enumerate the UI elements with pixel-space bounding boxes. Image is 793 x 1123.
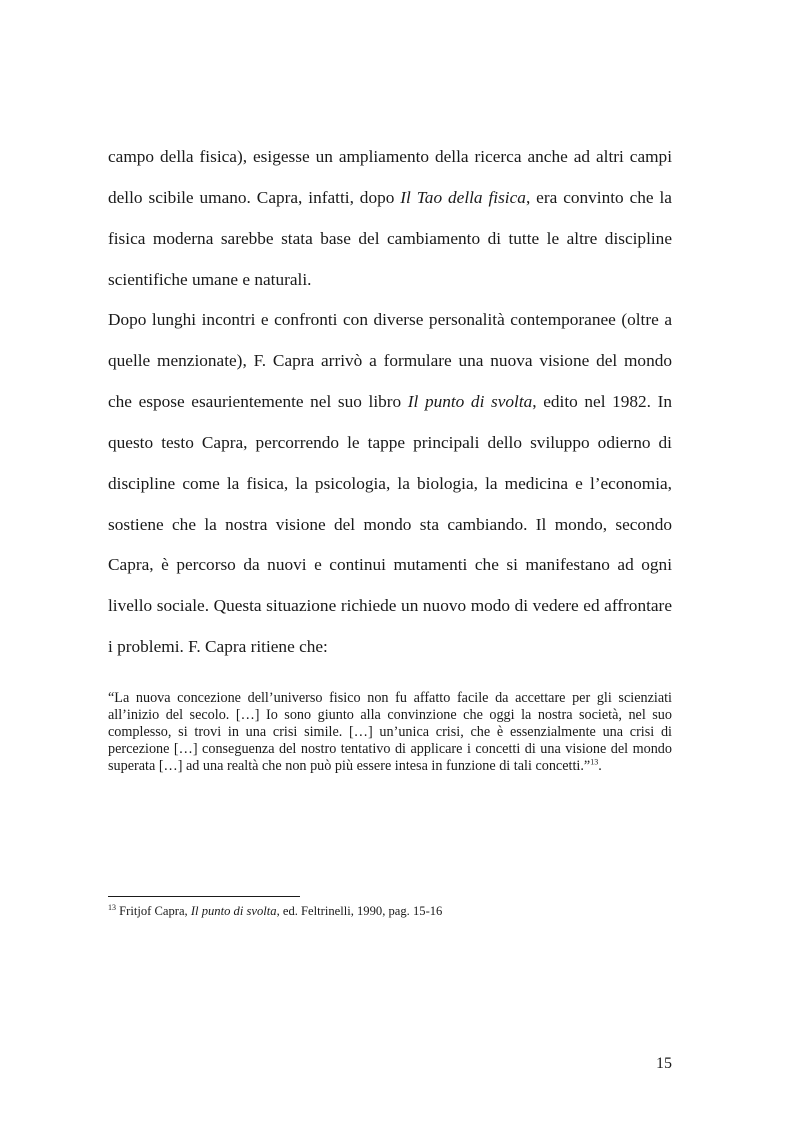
paragraph-2-text-end: , edito nel 1982. In questo testo Capra, percorrendo le tappe principali dello sviluppo odierno di discipline come la fisica, la psicologia, la biologia, la medicina e l’economia, sostiene che la nostra visione del mondo sta cambiando. Il mondo, secondo Capra, è percorso da nuovi e continui mutamenti che si manifestano ad ogni livello sociale. Questa situazione richiede un nuovo modo di vedere ed affrontare i problemi. F. Capra ritiene che: [108,391,673,657]
page-number: 15 [656,1055,672,1072]
paragraph-1-text-start: campo della fisica), esigesse un ampliamento della ricerca anche ad altri campi dello scibile umano. Capra, infatti, dopo [108,147,672,207]
footnote-reference[interactable]: 13 [590,757,599,767]
footnote-details: , ed. Feltrinelli, 1990, pag. 15-16 [276,904,443,918]
body-paragraph-2 [108,300,672,668]
quote-text: “La nuova concezione dell’universo fisico non fu affatto facile da accettare per gli scienziati all’inizio del secolo. […] Io sono giunto alla convinzione che oggi la nostra società, nel suo complesso, si trovi in una crisi simile. […] un’unica crisi, che è essenzialmente una crisi di percezione […] conseguenza del nostro tentativo di applicare i concetti di una visione del mondo superata […] ad una realtà che non può più essere intesa in funzione di tali concetti.” [108,690,672,775]
block-quote [108,690,672,775]
quote-closing: . [598,758,602,775]
footnote-separator [108,896,300,897]
paragraph-2-text-start: Dopo lunghi incontri e confronti con diverse personalità contemporanee (oltre a quelle menzionate), F. Capra arrivò a formulare una nuova visione del mondo che espose esaurientemente nel suo libro [108,310,672,411]
footnote [108,903,672,919]
document-page [108,0,672,1123]
footnote-author: Fritjof Capra, [116,904,191,918]
book-title-tao-della-fisica: Il Tao della fisica [400,187,526,207]
footnote-number: 13 [108,902,116,912]
paragraph-1-text-end: , era convinto che la fisica moderna sarebbe stata base del cambiamento di tutte le altre discipline scientifiche umane e naturali. [108,187,672,289]
footnote-book-title: Il punto di svolta [190,904,277,918]
book-title-punto-di-svolta: Il punto di svolta [407,391,533,411]
body-paragraph-1 [108,137,672,301]
